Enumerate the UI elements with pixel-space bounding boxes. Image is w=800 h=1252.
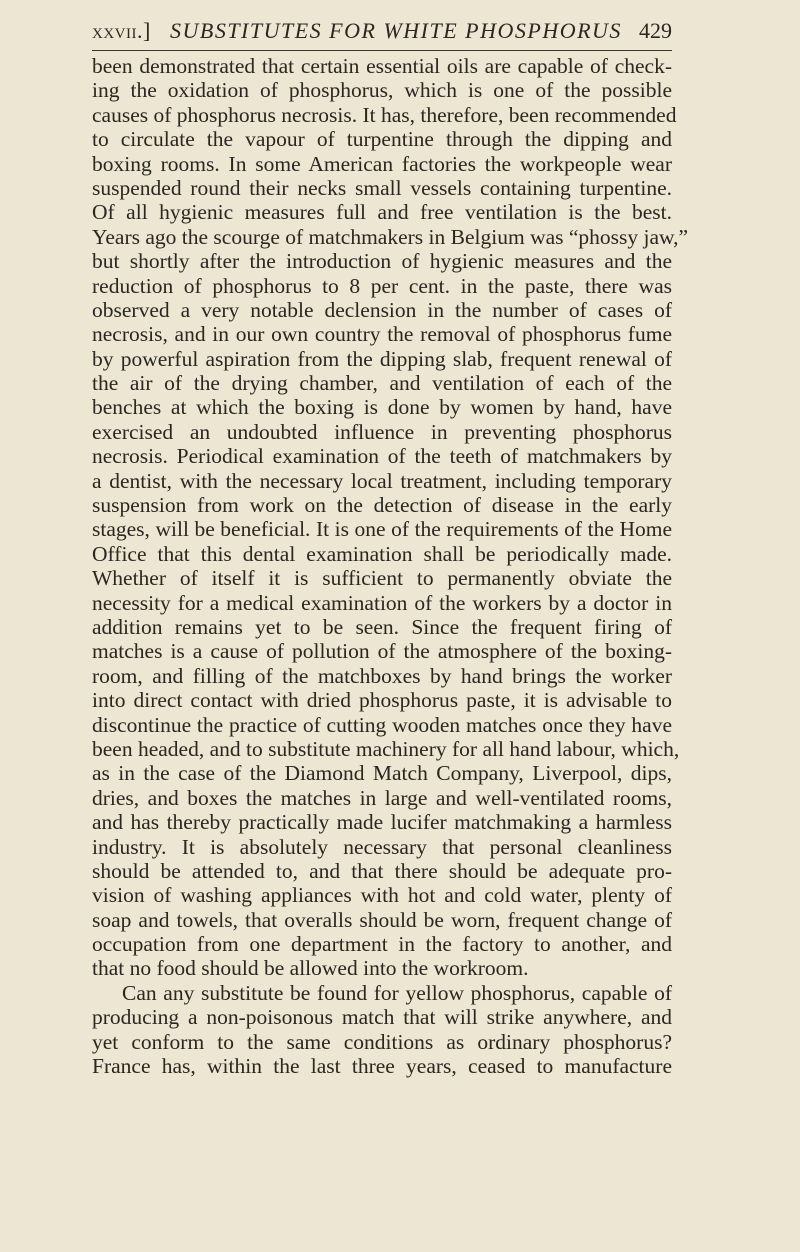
text-line: but shortly after the introduction of hygienic measures and the [92, 249, 672, 274]
text-line: suspended round their necks small vessels containing turpentine. [92, 175, 672, 200]
text-line: as in the case of the Diamond Match Company, Liverpool, dips, [92, 761, 672, 786]
text-line: soap and towels, that overalls should be worn, frequent change of [92, 907, 672, 932]
text-line: discontinue the practice of cutting wooden matches once they have [92, 712, 672, 737]
text-line: necessity for a medical examination of the workers by a doctor in [92, 590, 672, 615]
running-header [92, 14, 672, 51]
running-title: SUBSTITUTES FOR WHITE PHOSPHORUS [170, 18, 622, 43]
text-line: the air of the drying chamber, and ventilation of each of the [92, 371, 672, 396]
text-line: been demonstrated that certain essential oils are capable of check- [92, 54, 672, 78]
text-line: producing a non-poisonous match that will strike anywhere, and [92, 1005, 672, 1030]
text-line: ing the oxidation of phosphorus, which is one of the possible [92, 78, 672, 103]
text-line: addition remains yet to be seen. Since the frequent firing of [92, 614, 672, 639]
text-line: Whether of itself it is sufficient to permanently obviate the [92, 566, 672, 591]
paragraph-end-line: that no food should be allowed into the workroom. [92, 956, 529, 981]
text-line: occupation from one department in the factory to another, and [92, 932, 672, 957]
text-line: observed a very notable declension in the number of cases of [92, 297, 672, 322]
text-line: yet conform to the same conditions as ordinary phosphorus? [92, 1029, 672, 1054]
text-line: industry. It is absolutely necessary that personal cleanliness [92, 834, 672, 859]
page-number: 429 [639, 18, 672, 43]
paragraph-start-line: Can any substitute be found for yellow phosphorus, capable of [122, 980, 672, 1005]
text-line: necrosis, and in our own country the removal of phosphorus fume [92, 322, 672, 347]
text-line: matches is a cause of pollution of the atmosphere of the boxing- [92, 639, 672, 664]
text-line: been headed, and to substitute machinery for all hand labour, which, [92, 736, 680, 761]
text-line: Years ago the scourge of matchmakers in Belgium was “phossy jaw,” [92, 224, 689, 249]
text-line: and has thereby practically made lucifer matchmaking a harmless [92, 810, 672, 835]
text-line: benches at which the boxing is done by women by hand, have [92, 395, 672, 420]
text-line: reduction of phosphorus to 8 per cent. in the paste, there was [92, 273, 672, 298]
text-line: causes of phosphorus necrosis. It has, therefore, been recommended [92, 102, 677, 127]
text-line: by powerful aspiration from the dipping slab, frequent renewal of [92, 346, 672, 371]
text-line: Office that this dental examination shall be periodically made. [92, 541, 672, 566]
text-line: Of all hygienic measures full and free ventilation is the best. [92, 200, 672, 225]
text-line: into direct contact with dried phosphorus paste, it is advisable to [92, 688, 672, 713]
text-line: dries, and boxes the matches in large and well-ventilated rooms, [92, 785, 672, 810]
text-line: room, and filling of the matchboxes by hand brings the worker [92, 663, 672, 688]
text-line: to circulate the vapour of turpentine through the dipping and [92, 127, 672, 152]
text-line: a dentist, with the necessary local treatment, including temporary [92, 468, 672, 493]
text-line: exercised an undoubted influence in preventing phosphorus [92, 419, 672, 444]
chapter-number: xxvii.] [92, 18, 151, 43]
text-line: suspension from work on the detection of disease in the early [92, 493, 672, 518]
text-line: France has, within the last three years, ceased to manufacture [92, 1054, 672, 1079]
text-line: necrosis. Periodical examination of the teeth of matchmakers by [92, 444, 672, 469]
body-text [92, 54, 689, 1079]
text-line: boxing rooms. In some American factories the workpeople wear [92, 151, 672, 176]
text-line: stages, will be beneficial. It is one of the requirements of the Home [92, 517, 672, 542]
text-line: vision of washing appliances with hot and cold water, plenty of [92, 883, 672, 908]
text-line: should be attended to, and that there should be adequate pro- [92, 858, 672, 883]
